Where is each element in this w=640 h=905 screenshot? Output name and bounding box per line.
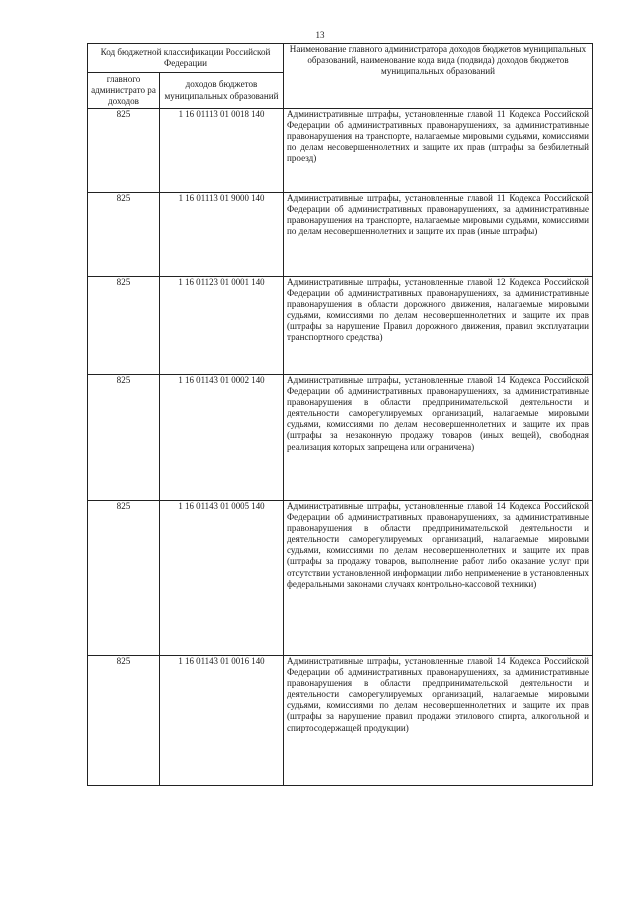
kbk-header: Код бюджетной классификации Российской Федерации (88, 44, 284, 73)
admin-code: 825 (88, 375, 160, 501)
income-code: 1 16 01123 01 0001 140 (160, 277, 284, 375)
income-code: 1 16 01113 01 9000 140 (160, 193, 284, 277)
income-name: Административные штрафы, установленные главой 14 Кодекса Российской Федерации об административных правонарушениях, за административные правонарушения в области предпринимательской деятельности и деятельности саморегулируемых организаций, налагаемые мировыми судьями, комиссиями по делам несовершеннолетних и защите их прав (штрафы за нарушение правил продажи этилового спирта, алкогольной и спиртосодержащей продукции) (284, 656, 593, 786)
admin-code: 825 (88, 109, 160, 193)
name-column-header: Наименование главного администратора доходов бюджетов муниципальных образований, наименование кода вида (подвида) доходов бюджетов муниципальных образований (284, 44, 593, 109)
income-name: Административные штрафы, установленные главой 14 Кодекса Российской Федерации об административных правонарушениях, за административные правонарушения в области предпринимательской деятельности и деятельности саморегулируемых организаций, налагаемые мировыми судьями, комиссиями по делам несовершеннолетних и защите их прав (штрафы за незаконную продажу товаров (иных вещей), свободная реализация которых запрещена или ограничена) (284, 375, 593, 501)
table-row (88, 375, 593, 501)
admin-code: 825 (88, 193, 160, 277)
income-name: Административные штрафы, установленные главой 11 Кодекса Российской Федерации об административных правонарушениях, за административные правонарушения на транспорте, налагаемые мировыми судьями, комиссиями по делам несовершеннолетних и защите их прав (иные штрафы) (284, 193, 593, 277)
table-row (88, 277, 593, 375)
page-number: 13 (315, 30, 325, 40)
income-code: 1 16 01143 01 0005 140 (160, 501, 284, 656)
admin-code: 825 (88, 501, 160, 656)
income-name: Административные штрафы, установленные главой 11 Кодекса Российской Федерации об административных правонарушениях, за административные правонарушения на транспорте, налагаемые мировыми судьями, комиссиями по делам несовершеннолетних и защите их прав (штрафы за безбилетный проезд) (284, 109, 593, 193)
table-row (88, 193, 593, 277)
admin-column-header: главного администрато ра доходов (88, 73, 160, 109)
income-code: 1 16 01143 01 0016 140 (160, 656, 284, 786)
revenue-codes-table (87, 43, 593, 786)
income-code: 1 16 01113 01 0018 140 (160, 109, 284, 193)
admin-code: 825 (88, 277, 160, 375)
income-code: 1 16 01143 01 0002 140 (160, 375, 284, 501)
income-name: Административные штрафы, установленные главой 12 Кодекса Российской Федерации об административных правонарушениях, за административные правонарушения в области дорожного движения, налагаемые мировыми судьями, комиссиями по делам несовершеннолетних и защите их прав (штрафы за нарушение Правил дорожного движения, правил эксплуатации транспортного средства) (284, 277, 593, 375)
table-row (88, 501, 593, 656)
table-row (88, 109, 593, 193)
table-row (88, 656, 593, 786)
income-column-header: доходов бюджетов муниципальных образований (160, 73, 284, 109)
income-name: Административные штрафы, установленные главой 14 Кодекса Российской Федерации об административных правонарушениях, за административные правонарушения в области предпринимательской деятельности и деятельности саморегулируемых организаций, налагаемые мировыми судьями, комиссиями по делам несовершеннолетних и защите их прав (штрафы за продажу товаров, выполнение работ либо оказание услуг при отсутствии установленной информации либо неприменение в установленных федеральными законами случаях контрольно-кассовой техники) (284, 501, 593, 656)
admin-code: 825 (88, 656, 160, 786)
